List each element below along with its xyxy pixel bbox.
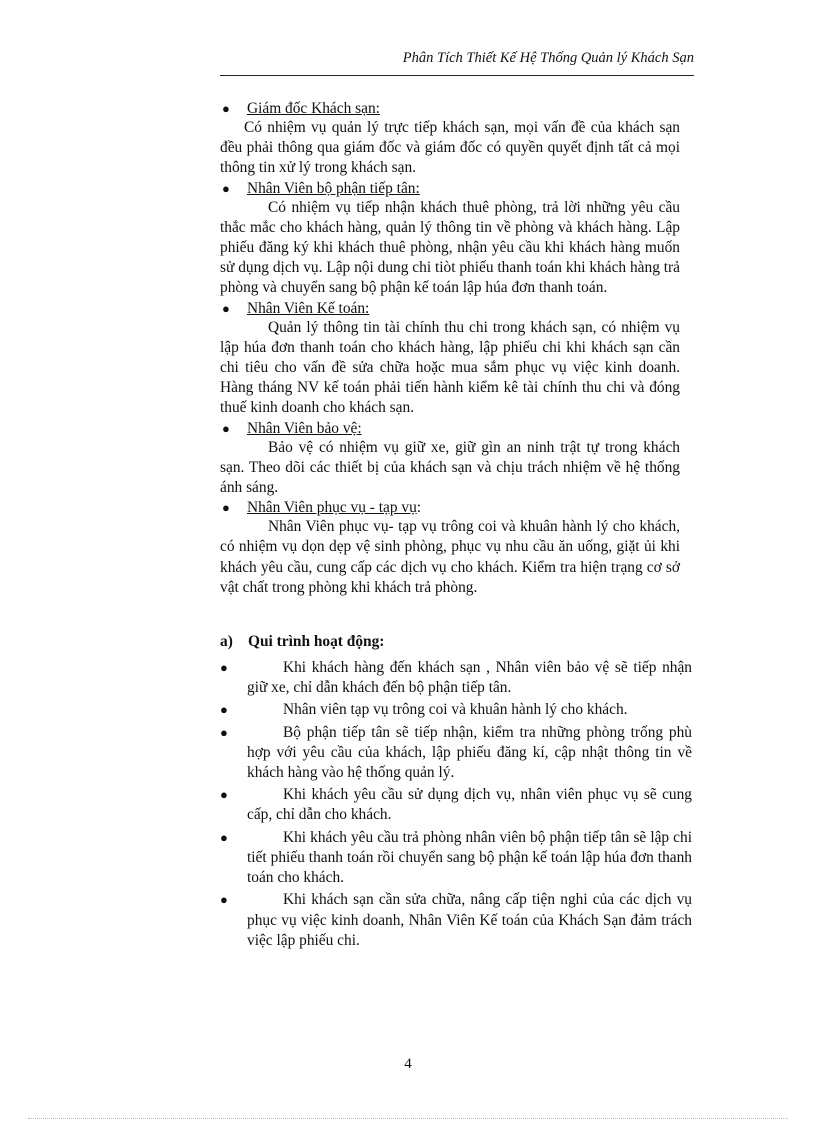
role-reception	[220, 179, 680, 299]
bullet-icon: ●	[220, 702, 228, 718]
process-step-text: Khi khách yêu cầu sử dụng dịch vụ, nhân viên phục vụ sẽ cung cấp, chỉ dẫn cho khách.	[247, 786, 692, 824]
bullet-icon: ●	[220, 829, 228, 845]
process-step	[220, 890, 692, 951]
role-description: Có nhiệm vụ quản lý trực tiếp khách sạn, mọi vấn đề của khách sạn đều phải thông qua giám đốc và giám đốc có quyền quyết định tất cả mọi thông tin xử lý trong khách sạn.	[220, 119, 680, 177]
process-step	[220, 700, 692, 720]
role-description: Quản lý thông tin tài chính thu chi trong khách sạn, có nhiệm vụ lập húa đơn thanh toán cho khách hàng, lập phiếu chi khi khách sạn cần chi tiêu cho vấn đề sửa chữa hoặc mua sắm phục vụ việc kinh doanh. Hàng tháng NV kế toán phải tiến hành kiểm kê tài chính thu chi và đóng thuế kinh doanh cho khách sạn.	[220, 318, 680, 417]
process-step	[220, 828, 692, 889]
role-heading	[220, 299, 680, 318]
role-service-staff	[220, 498, 680, 598]
bullet-icon: ●	[220, 787, 228, 803]
page-number: 4	[404, 1056, 412, 1072]
process-steps	[220, 658, 692, 951]
role-accountant	[220, 299, 680, 419]
bullet-icon: ●	[222, 500, 230, 516]
process-step-text: Khi khách hàng đến khách sạn , Nhân viên bảo vệ sẽ tiếp nhận giữ xe, chỉ dẫn khách đến bộ phận tiếp tân.	[247, 659, 692, 697]
bullet-icon: ●	[220, 660, 228, 676]
process-step	[220, 785, 692, 825]
bullet-icon: ●	[222, 101, 230, 116]
bullet-icon: ●	[222, 300, 230, 316]
section-title: Qui trình hoạt động:	[248, 633, 385, 651]
role-heading	[220, 179, 680, 198]
role-title: Nhân Viên Kế toán:	[247, 299, 370, 317]
role-title: Nhân Viên bảo vệ:	[247, 419, 362, 437]
role-heading	[220, 419, 680, 438]
process-step	[220, 658, 692, 698]
process-step-text: Khi khách yêu cầu trả phòng nhân viên bộ phận tiếp tân sẽ lập chi tiết phiếu thanh toán rồi chuyển sang bộ phận kế toán lập húa đơn thanh toán cho khách.	[247, 828, 692, 887]
document-body	[220, 99, 692, 953]
role-description: Có nhiệm vụ tiếp nhận khách thuê phòng, trả lời những yêu cầu thắc mắc cho khách hàng, quản lý thông tin về phòng và khách hàng. Lập phiếu đăng ký khi khách thuê phòng, nhận yêu cầu khi khách hàng muốn sử dụng dịch vụ. Lập nội dung chi tiòt phiếu thanh toán khi khách hàng trả phòng và chuyển sang bộ phận kế toán lập húa đơn thanh toán.	[220, 198, 680, 297]
role-description: Bảo vệ có nhiệm vụ giữ xe, giữ gìn an ninh trật tự trong khách sạn. Theo dõi các thiết bị của khách sạn và chịu trách nhiệm về hệ thống ánh sáng.	[220, 438, 680, 497]
role-heading	[220, 99, 680, 118]
role-title: Giám đốc Khách sạn:	[247, 100, 380, 117]
process-step-text: Khi khách sạn cần sửa chữa, nâng cấp tiện nghi của các dịch vụ phục vụ việc kinh doanh, Nhân Viên Kế toán của Khách Sạn đảm trách việc lập phiếu chi.	[247, 891, 692, 949]
role-description: Nhân Viên phục vụ- tạp vụ trông coi và khuân hành lý cho khách, có nhiệm vụ dọn dẹp vệ sinh phòng, phục vụ nhu cầu ăn uống, giặt ủi khi khách yêu cầu, cung cấp các dịch vụ cho khách. Kiểm tra hiện trạng cơ sở vật chất trong phòng khi khách trả phòng.	[220, 518, 680, 596]
role-director	[220, 99, 680, 179]
document-title: Phân Tích Thiết Kế Hệ Thống Quản lý Khách Sạn	[402, 50, 694, 66]
section-marker: a)	[220, 633, 233, 651]
process-step	[220, 723, 692, 784]
role-title: Nhân Viên phục vụ - tạp vụ	[247, 499, 417, 517]
role-title: Nhân Viên bộ phận tiếp tân:	[247, 179, 420, 197]
process-step-text: Bộ phận tiếp tân sẽ tiếp nhận, kiểm tra những phòng trống phù hợp với yêu cầu của khách, lập phiếu đăng kí, cập nhật thông tin về khách hàng vào hệ thống quản lý.	[247, 723, 692, 782]
section-heading	[220, 632, 680, 652]
bullet-icon: ●	[222, 420, 230, 436]
page-edge-divider	[28, 1118, 788, 1119]
role-security	[220, 419, 680, 499]
bullet-icon: ●	[220, 724, 228, 740]
bullet-icon: ●	[220, 892, 228, 908]
bullet-icon: ●	[222, 180, 230, 196]
role-heading: ● Nhân Viên phục vụ - tạp vụ:	[222, 499, 422, 517]
process-step-text: Nhân viên tạp vụ trông coi và khuân hành lý cho khách.	[283, 701, 628, 719]
page-header	[220, 50, 694, 76]
